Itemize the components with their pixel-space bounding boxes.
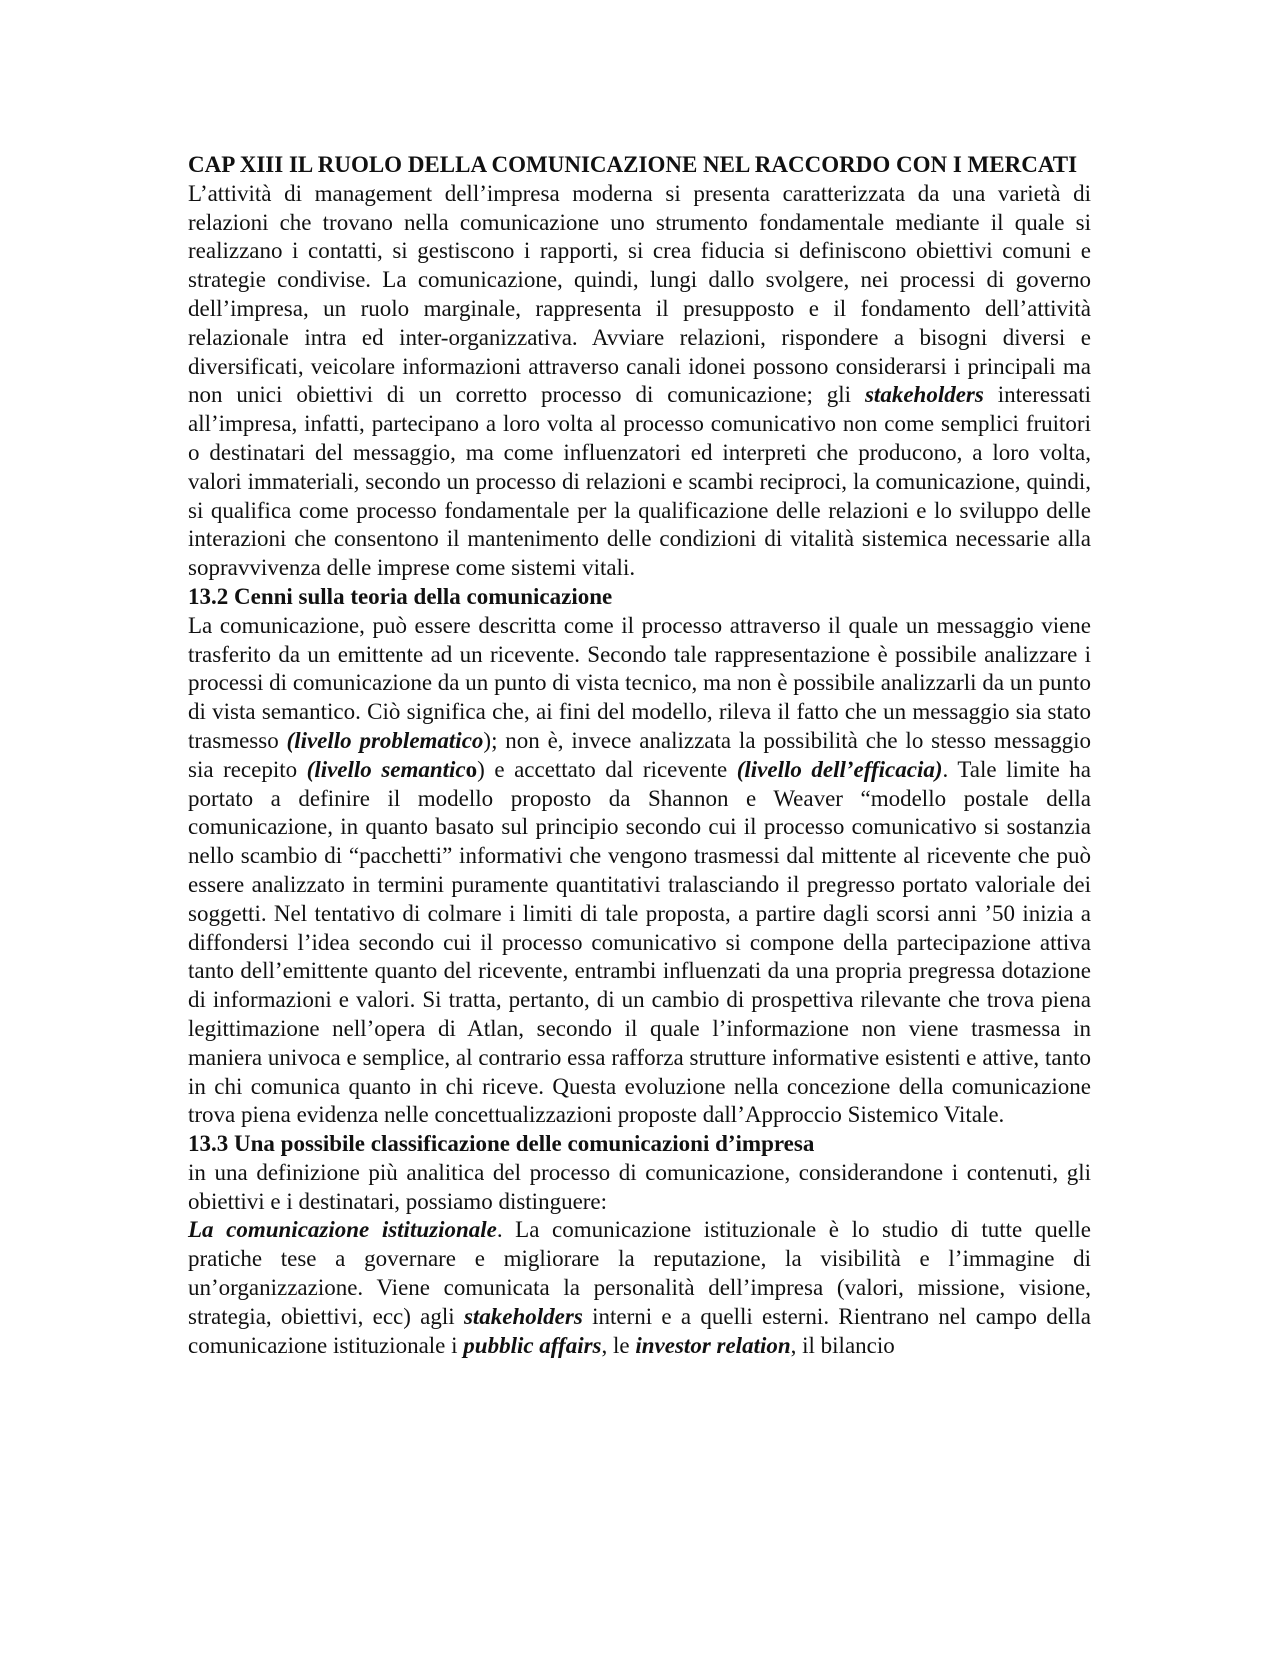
text-run: ) e accettato dal ricevente xyxy=(477,756,737,782)
emphasis-investor-relation: investor relation xyxy=(635,1332,791,1358)
text-run: interessati all’impresa, infatti, partecipano a loro volta al processo comunicativo non come semplici fruitori o destinatari del messaggio, ma come influenzatori ed interpreti che producono, a loro volta, valori immateriali, secondo un processo di relazioni e scambi reciproci, la comunicazione, quindi, si qualifica come processo fondamentale per la qualificazione delle relazioni e lo sviluppo delle interazioni che consentono il mantenimento delle condizioni di vitalità sistemica necessarie alla sopravvivenza delle imprese come sistemi vitali. xyxy=(188,382,1091,581)
section-13-2-paragraph xyxy=(188,612,1091,1130)
text-run: , le xyxy=(601,1332,636,1358)
emphasis-pubblic-affairs: pubblic affairs xyxy=(463,1332,602,1358)
emphasis-comunicazione-istituzionale: La comunicazione istituzionale xyxy=(188,1217,497,1243)
emphasis-livello-semantico: (livello semantic xyxy=(306,756,466,782)
text-run: La comunicazione, può essere descritta come il processo attraverso il quale un messaggio viene trasferito da un emittente ad un ricevente. Secondo tale rappresentazione è possibile analizzare i processi di comunicazione da un punto di vista tecnico, ma non è possibile analizzarli da un punto di vista semantico. Ciò significa che, ai fini del modello, rileva il fatto che un messaggio sia stato trasmesso xyxy=(188,612,1091,753)
text-run: L’attività di management dell’impresa moderna si presenta caratterizzata da una varietà di relazioni che trovano nella comunicazione uno strumento fondamentale mediante il quale si realizzano i contatti, si gestiscono i rapporti, si crea fiducia si definiscono obiettivi comuni e strategie condivise. La comunicazione, quindi, lungi dallo svolgere, nei processi di governo dell’impresa, un ruolo marginale, rappresenta il presupposto e il fondamento dell’attività relazionale intra ed inter-organizzativa. Avviare relazioni, rispondere a bisogni diversi e diversificati, veicolare informazioni attraverso canali idonei possono considerarsi i principali ma non unici obiettivi di un corretto processo di comunicazione; gli xyxy=(188,180,1091,408)
text-run: , il bilancio xyxy=(790,1332,895,1358)
chapter-title: CAP XIII IL RUOLO DELLA COMUNICAZIONE NEL RACCORDO CON I MERCATI xyxy=(188,152,1078,177)
section-heading-13-2: 13.2 Cenni sulla teoria della comunicazione xyxy=(188,583,613,609)
section-13-3-intro: in una definizione più analitica del processo di comunicazione, considerandone i contenuti, gli obiettivi e i destinatari, possiamo distinguere: xyxy=(188,1159,1091,1214)
emphasis-livello-efficacia: (livello dell’efficacia) xyxy=(736,756,943,782)
document-page xyxy=(188,151,1091,1360)
text-run: interni e a quelli esterni. Rientrano nel campo della comunicazione istituzionale i xyxy=(188,1303,1091,1358)
emphasis-stakeholders: stakeholders xyxy=(864,382,984,408)
text-run: . Tale limite ha portato a definire il modello proposto da Shannon e Weaver “modello postale della comunicazione, in quanto basato sul principio secondo cui il processo comunicativo si sostanzia nello scambio di “pacchetti” informativi che vengono trasmessi dal mittente al ricevente che può essere analizzato in termini puramente quantitativi tralasciando il pregresso portato valoriale dei soggetti. Nel tentativo di colmare i limiti di tale proposta, a partire dagli scorsi anni ’50 inizia a diffondersi l’idea secondo cui il processo comunicativo si compone della partecipazione attiva tanto dell’emittente quanto del ricevente, entrambi influenzati da una propria pregressa dotazione di informazioni e valori. Si tratta, pertanto, di un cambio di prospettiva rilevante che trova piena legittimazione nell’opera di Atlan, secondo il quale l’informazione non viene trasmessa in maniera univoca e semplice, al contrario essa rafforza strutture informative esistenti e attive, tanto in chi comunica quanto in chi riceve. Questa evoluzione nella concezione della comunicazione trova piena evidenza nelle concettualizzazioni proposte dall’Approccio Sistemico Vitale. xyxy=(188,756,1092,1128)
emphasis-livello-semantico-end: o xyxy=(465,756,478,782)
text-run: ); non è, invece analizzata la possibilità che lo stesso messaggio sia recepito xyxy=(188,727,1091,782)
chapter-intro-paragraph xyxy=(188,180,1091,583)
emphasis-livello-problematico: (livello problematico xyxy=(286,727,484,753)
section-heading-13-3: 13.3 Una possibile classificazione delle comunicazioni d’impresa xyxy=(188,1131,815,1157)
section-13-3-paragraph xyxy=(188,1216,1091,1360)
text-run: . La comunicazione istituzionale è lo studio di tutte quelle pratiche tese a governare e migliorare la reputazione, la visibilità e l’immagine di un’organizzazione. Viene comunicata la personalità dell’impresa (valori, missione, visione, strategia, obiettivi, ecc) agli xyxy=(188,1217,1091,1329)
emphasis-stakeholders: stakeholders xyxy=(463,1303,583,1329)
